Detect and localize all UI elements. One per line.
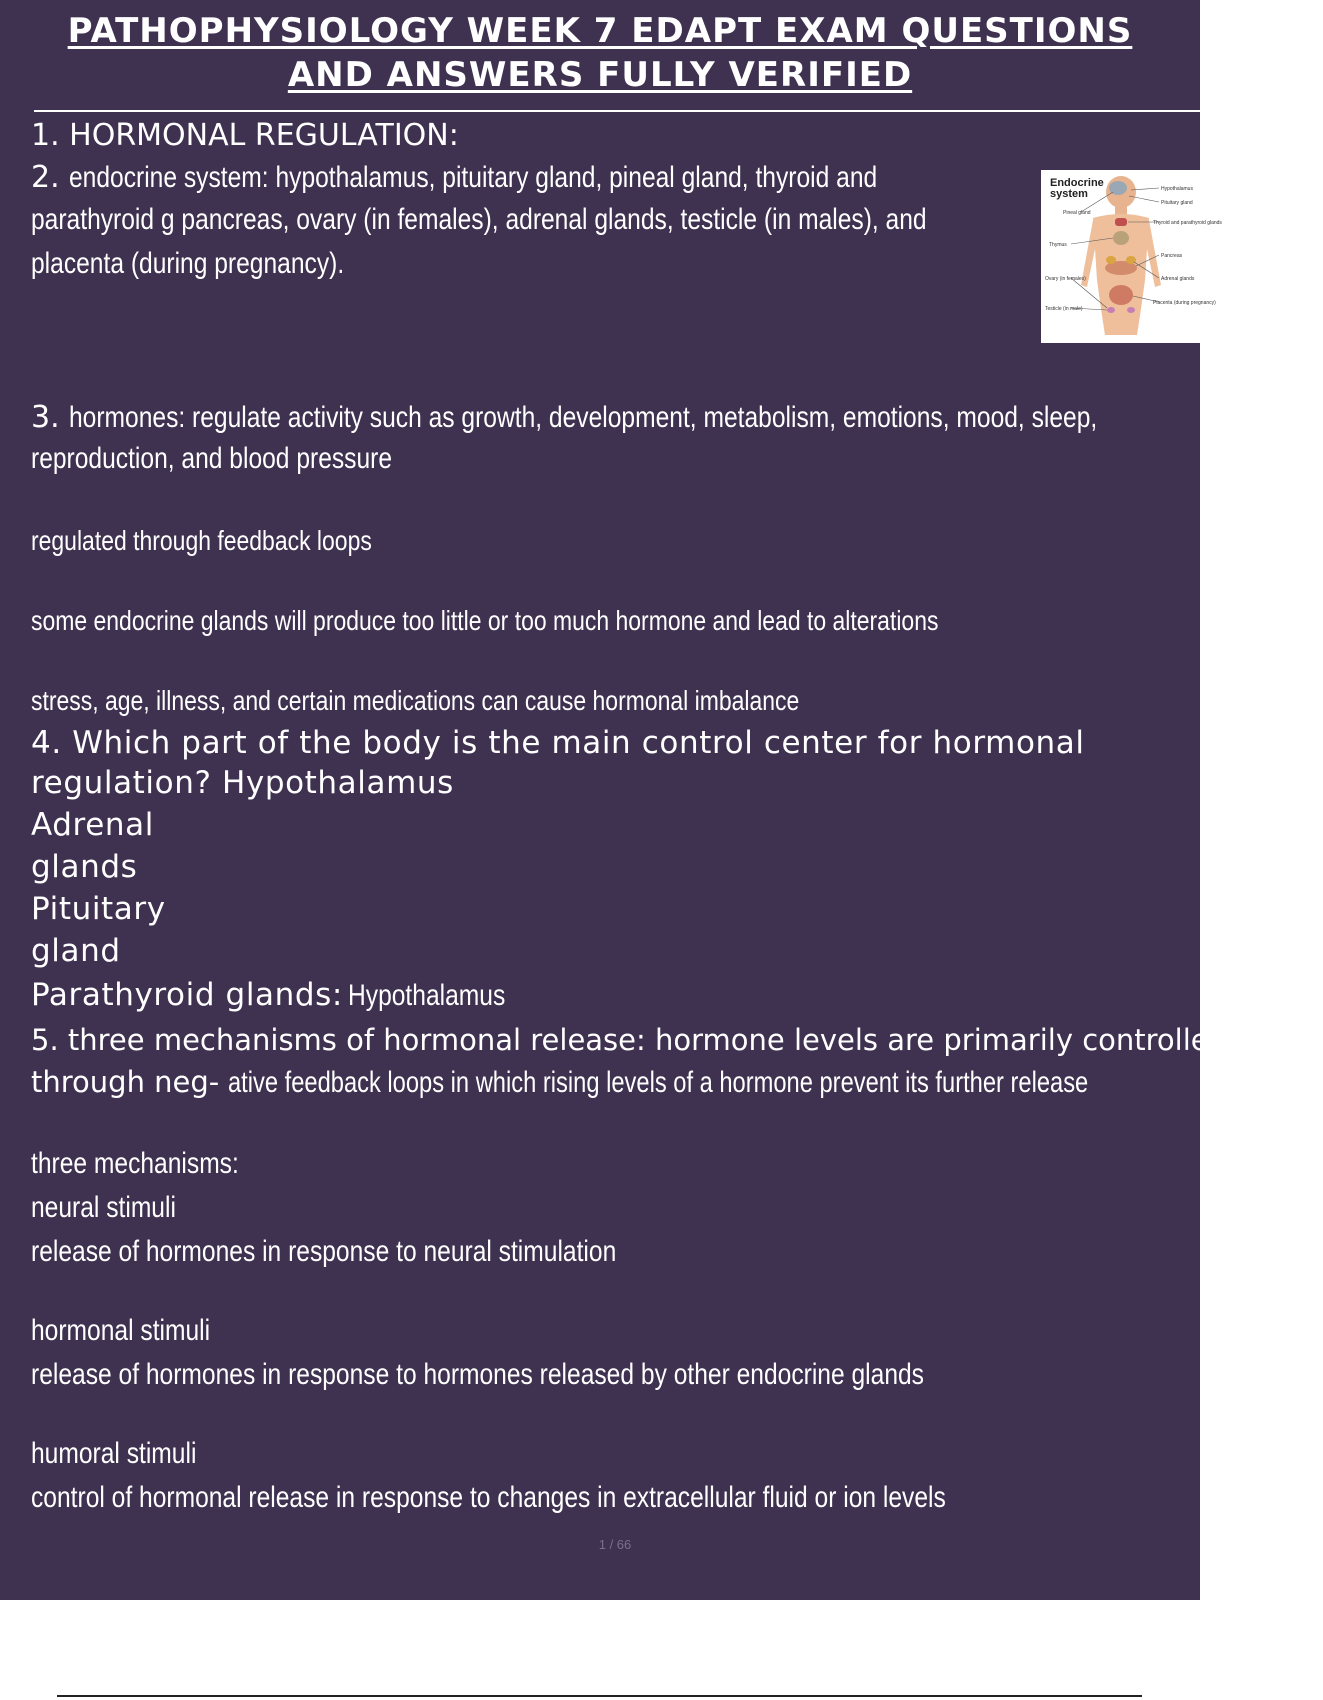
item-2-line-1: [31, 160, 1055, 195]
item-3-line-1: [31, 400, 1323, 435]
item-3-number: 3.: [31, 400, 70, 435]
document-title-line-1: PATHOPHYSIOLOGY WEEK 7 EDAPT EXAM QUESTIONS: [67, 11, 1133, 51]
item-2-number: 2.: [31, 160, 70, 195]
item-4-option-adrenal: Adrenal: [31, 807, 154, 843]
mechanism-neural-title: neural stimuli: [31, 1191, 176, 1224]
item-3-paragraph-2: regulated through feedback loops: [31, 525, 372, 556]
item-4-option-glands: glands: [31, 849, 138, 885]
figure-label-testicle: Testicle (in male): [1045, 306, 1083, 312]
figure-label-pituitary: Pituitary gland: [1161, 200, 1193, 206]
figure-label-thyroid: Thyroid and parathyroid glands: [1153, 220, 1222, 226]
endocrine-system-figure: [1041, 170, 1222, 343]
mechanism-hormonal-title: hormonal stimuli: [31, 1314, 211, 1347]
item-4-question-line-2: regulation? Hypothalamus: [31, 765, 454, 801]
item-4-option-parathyroid: Parathyroid glands: Hypothalamus: [31, 977, 506, 1013]
item-3-line-2: reproduction, and blood pressure: [31, 442, 393, 475]
page-number: 1 / 66: [598, 1537, 632, 1552]
mechanism-neural-description: release of hormones in response to neural stimulation: [31, 1235, 617, 1268]
mechanism-humoral-description: control of hormonal release in response to changes in extracellular fluid or ion levels: [31, 1481, 946, 1514]
item-3-paragraph-4: stress, age, illness, and certain medications can cause hormonal imbalance: [31, 685, 800, 716]
item-1-heading: 1. HORMONAL REGULATION:: [31, 118, 459, 153]
item-4-answer: Hypothalamus: [348, 979, 506, 1012]
item-4-question-line-1: 4. Which part of the body is the main control center for hormonal: [31, 725, 1085, 761]
item-3-text: hormones: regulate activity such as growth, development, metabolism, emotions, mood, sleep,: [69, 401, 1098, 434]
svg-text:system: system: [1050, 188, 1088, 200]
document-title-line-2: AND ANSWERS FULLY VERIFIED: [287, 55, 913, 95]
figure-label-adrenal: Adrenal glands: [1161, 276, 1195, 282]
figure-adrenal: [1126, 256, 1136, 264]
figure-heading: Endocrine: [1050, 177, 1104, 189]
title-divider: [34, 110, 1200, 112]
figure-label-placenta: Placenta (during pregnancy): [1153, 300, 1216, 306]
next-page-top-rule: [57, 1695, 1142, 1697]
figure-label-pancreas: Pancreas: [1161, 253, 1183, 259]
item-2-line-3: placenta (during pregnancy).: [31, 247, 345, 280]
item-5-line-2: through neg- ative feedback loops in which rising levels of a hormone prevent its further release: [31, 1065, 1089, 1099]
figure-label-ovary: Ovary (in females): [1045, 276, 1086, 282]
item-4-option-pituitary: Pituitary: [31, 891, 166, 927]
item-2-line-2: parathyroid g pancreas, ovary (in females), adrenal glands, testicle (in males), and: [31, 203, 927, 236]
figure-label-thymus: Thymus: [1049, 242, 1067, 248]
item-2-text: endocrine system: hypothalamus, pituitary gland, pineal gland, thyroid and: [69, 161, 878, 194]
figure-thymus: [1113, 231, 1129, 245]
mechanism-hormonal-description: release of hormones in response to hormones released by other endocrine glands: [31, 1358, 924, 1391]
mechanism-humoral-title: humoral stimuli: [31, 1437, 197, 1470]
figure-label-pineal: Pineal gland: [1063, 210, 1091, 216]
item-5-line-1: 5. three mechanisms of hormonal release: hormone levels are primarily controlled: [31, 1023, 1228, 1057]
figure-thyroid: [1115, 218, 1127, 226]
item-4-option-gland: gland: [31, 933, 121, 969]
figure-label-hypothalamus: Hypothalamus: [1161, 186, 1193, 192]
item-5-paragraph-2: three mechanisms:: [31, 1147, 239, 1180]
item-3-paragraph-3: some endocrine glands will produce too little or too much hormone and lead to alterations: [31, 605, 939, 636]
figure-placenta: [1109, 285, 1133, 305]
